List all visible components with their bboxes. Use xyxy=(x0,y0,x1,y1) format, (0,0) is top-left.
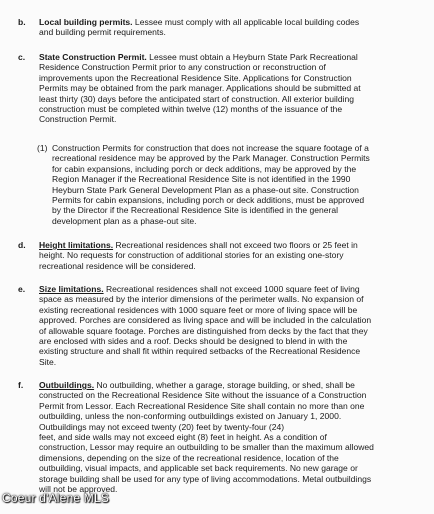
text-line: Construction Permits for construction that does not increase the square footage of a xyxy=(52,143,369,153)
section-letter: d. xyxy=(18,240,26,250)
section-first-line xyxy=(39,284,426,294)
text-line: Region Manager if the Recreational Residence Site is not identified in the 1990 xyxy=(52,174,351,185)
section-letter: b. xyxy=(18,17,26,27)
text-line: Recreational residences shall not exceed two floors or 25 feet in xyxy=(113,240,358,250)
text-line: construction must be completed within twelve (12) months of the issuance of the xyxy=(39,104,343,115)
text-line: Recreational residences shall not exceed 1000 square feet of living xyxy=(103,284,360,294)
text-line: Construction Permit. xyxy=(39,114,117,125)
section-heading: Outbuildings. xyxy=(39,380,95,390)
text-line: Residence Construction Permit prior to any construction or reconstruction of xyxy=(39,62,326,73)
mls-watermark: Coeur d'Alene MLS xyxy=(2,491,110,505)
text-line: Lessee must obtain a Heyburn State Park Recreational xyxy=(146,52,358,62)
text-line: are enclosed with sides and a roof. Decks should be designed to blend in with the xyxy=(39,336,348,347)
section-body xyxy=(39,17,426,38)
section-heading: Size limitations. xyxy=(39,284,104,294)
text-line: feet, and side walls may not exceed eight (8) feet in height. As a condition of xyxy=(39,432,327,443)
text-line: approved. Porches are considered as living space and will be included in the calculation xyxy=(39,315,372,326)
text-line: Heyburn State Park General Development Plan as a phase-out site. Construction xyxy=(52,184,359,195)
text-line: Permits may be obtained from the park manager. Applications should be submitted at xyxy=(39,83,361,94)
text-line: height. No requests for construction of additional stories for an existing one-story xyxy=(39,250,344,261)
text-line: of allowable square footage. Porches are distinguished from decks by the fact that they xyxy=(39,325,368,336)
text-line: Outbuildings may not exceed twenty (20) feet by twenty-four (24) xyxy=(39,421,285,432)
section-first-line xyxy=(39,17,426,27)
text-line: and building permit requirements. xyxy=(39,27,166,38)
section-body xyxy=(39,52,426,125)
section-letter: f. xyxy=(18,380,24,390)
text-line: dimensions, depending on the size of the recreational residence, location of the xyxy=(39,452,339,463)
section-body xyxy=(39,380,426,494)
text-line: No outbuilding, whether a garage, storage building, or shed, shall be xyxy=(94,380,355,390)
text-line: constructed on the Recreational Residence Site without the issuance of a Construction xyxy=(39,390,367,401)
text-line: recreational residence will be considered. xyxy=(39,260,196,271)
section-first-line xyxy=(39,52,426,62)
text-line: space as measured by the interior dimensions of the perimeter walls. No expansion of xyxy=(39,294,364,305)
text-line: recreational residence may be approved by the Park Manager. Construction Permits xyxy=(52,153,370,164)
text-line: outbuilding, unless the non-conforming outbuildings existed on January 1, 2000. xyxy=(39,411,342,422)
text-line: construction, Lessor may require an outbuilding to be smaller than the maximum allowed xyxy=(39,442,374,453)
section-body xyxy=(39,240,426,271)
section-letter: e. xyxy=(18,284,26,294)
text-line: existing recreational residences with 1000 square feet or more of living space will be xyxy=(39,304,358,315)
section-body xyxy=(39,284,426,367)
text-line: storage building shall be used for any type of living accommodations. Metal outbuildings xyxy=(39,473,372,484)
text-line: existing structure and shall fit within required setbacks of the Recreational Residence xyxy=(39,346,361,357)
text-line: outbuilding, visual impacts, and applicable set back requirements. No new garage or xyxy=(39,463,358,474)
text-line: development plan as a phase-out site. xyxy=(52,215,197,226)
text-line: for cabin expansions, including porch or deck additions, may be approved by the xyxy=(52,163,357,174)
section-first-line xyxy=(39,380,426,390)
text-line: improvements upon the Recreational Residence Site. Applications for Construction xyxy=(39,72,352,83)
section-first-line xyxy=(39,240,426,250)
text-line: will not be approved. xyxy=(39,484,118,495)
section-heading: Height limitations. xyxy=(39,240,114,250)
section-heading: Local building permits. xyxy=(39,17,133,27)
text-line: Site. xyxy=(39,356,57,367)
section-heading: State Construction Permit. xyxy=(39,52,147,62)
text-line: Lessee must comply with all applicable local building codes xyxy=(132,17,360,27)
text-line: Permit from Lessor. Each Recreational Residence Site shall contain no more than one xyxy=(39,400,365,411)
text-line: Permits for cabin expansions, including porch or deck additions, must be approved xyxy=(52,195,365,206)
text-line: by the Director if the Recreational Residence Site is identified in the general xyxy=(52,205,339,216)
section-letter: c. xyxy=(18,52,26,62)
subsection-number: (1) xyxy=(37,143,48,153)
text-line: least thirty (30) days before the anticipated start of construction. All exterior building xyxy=(39,93,354,104)
subsection-body xyxy=(52,143,413,226)
